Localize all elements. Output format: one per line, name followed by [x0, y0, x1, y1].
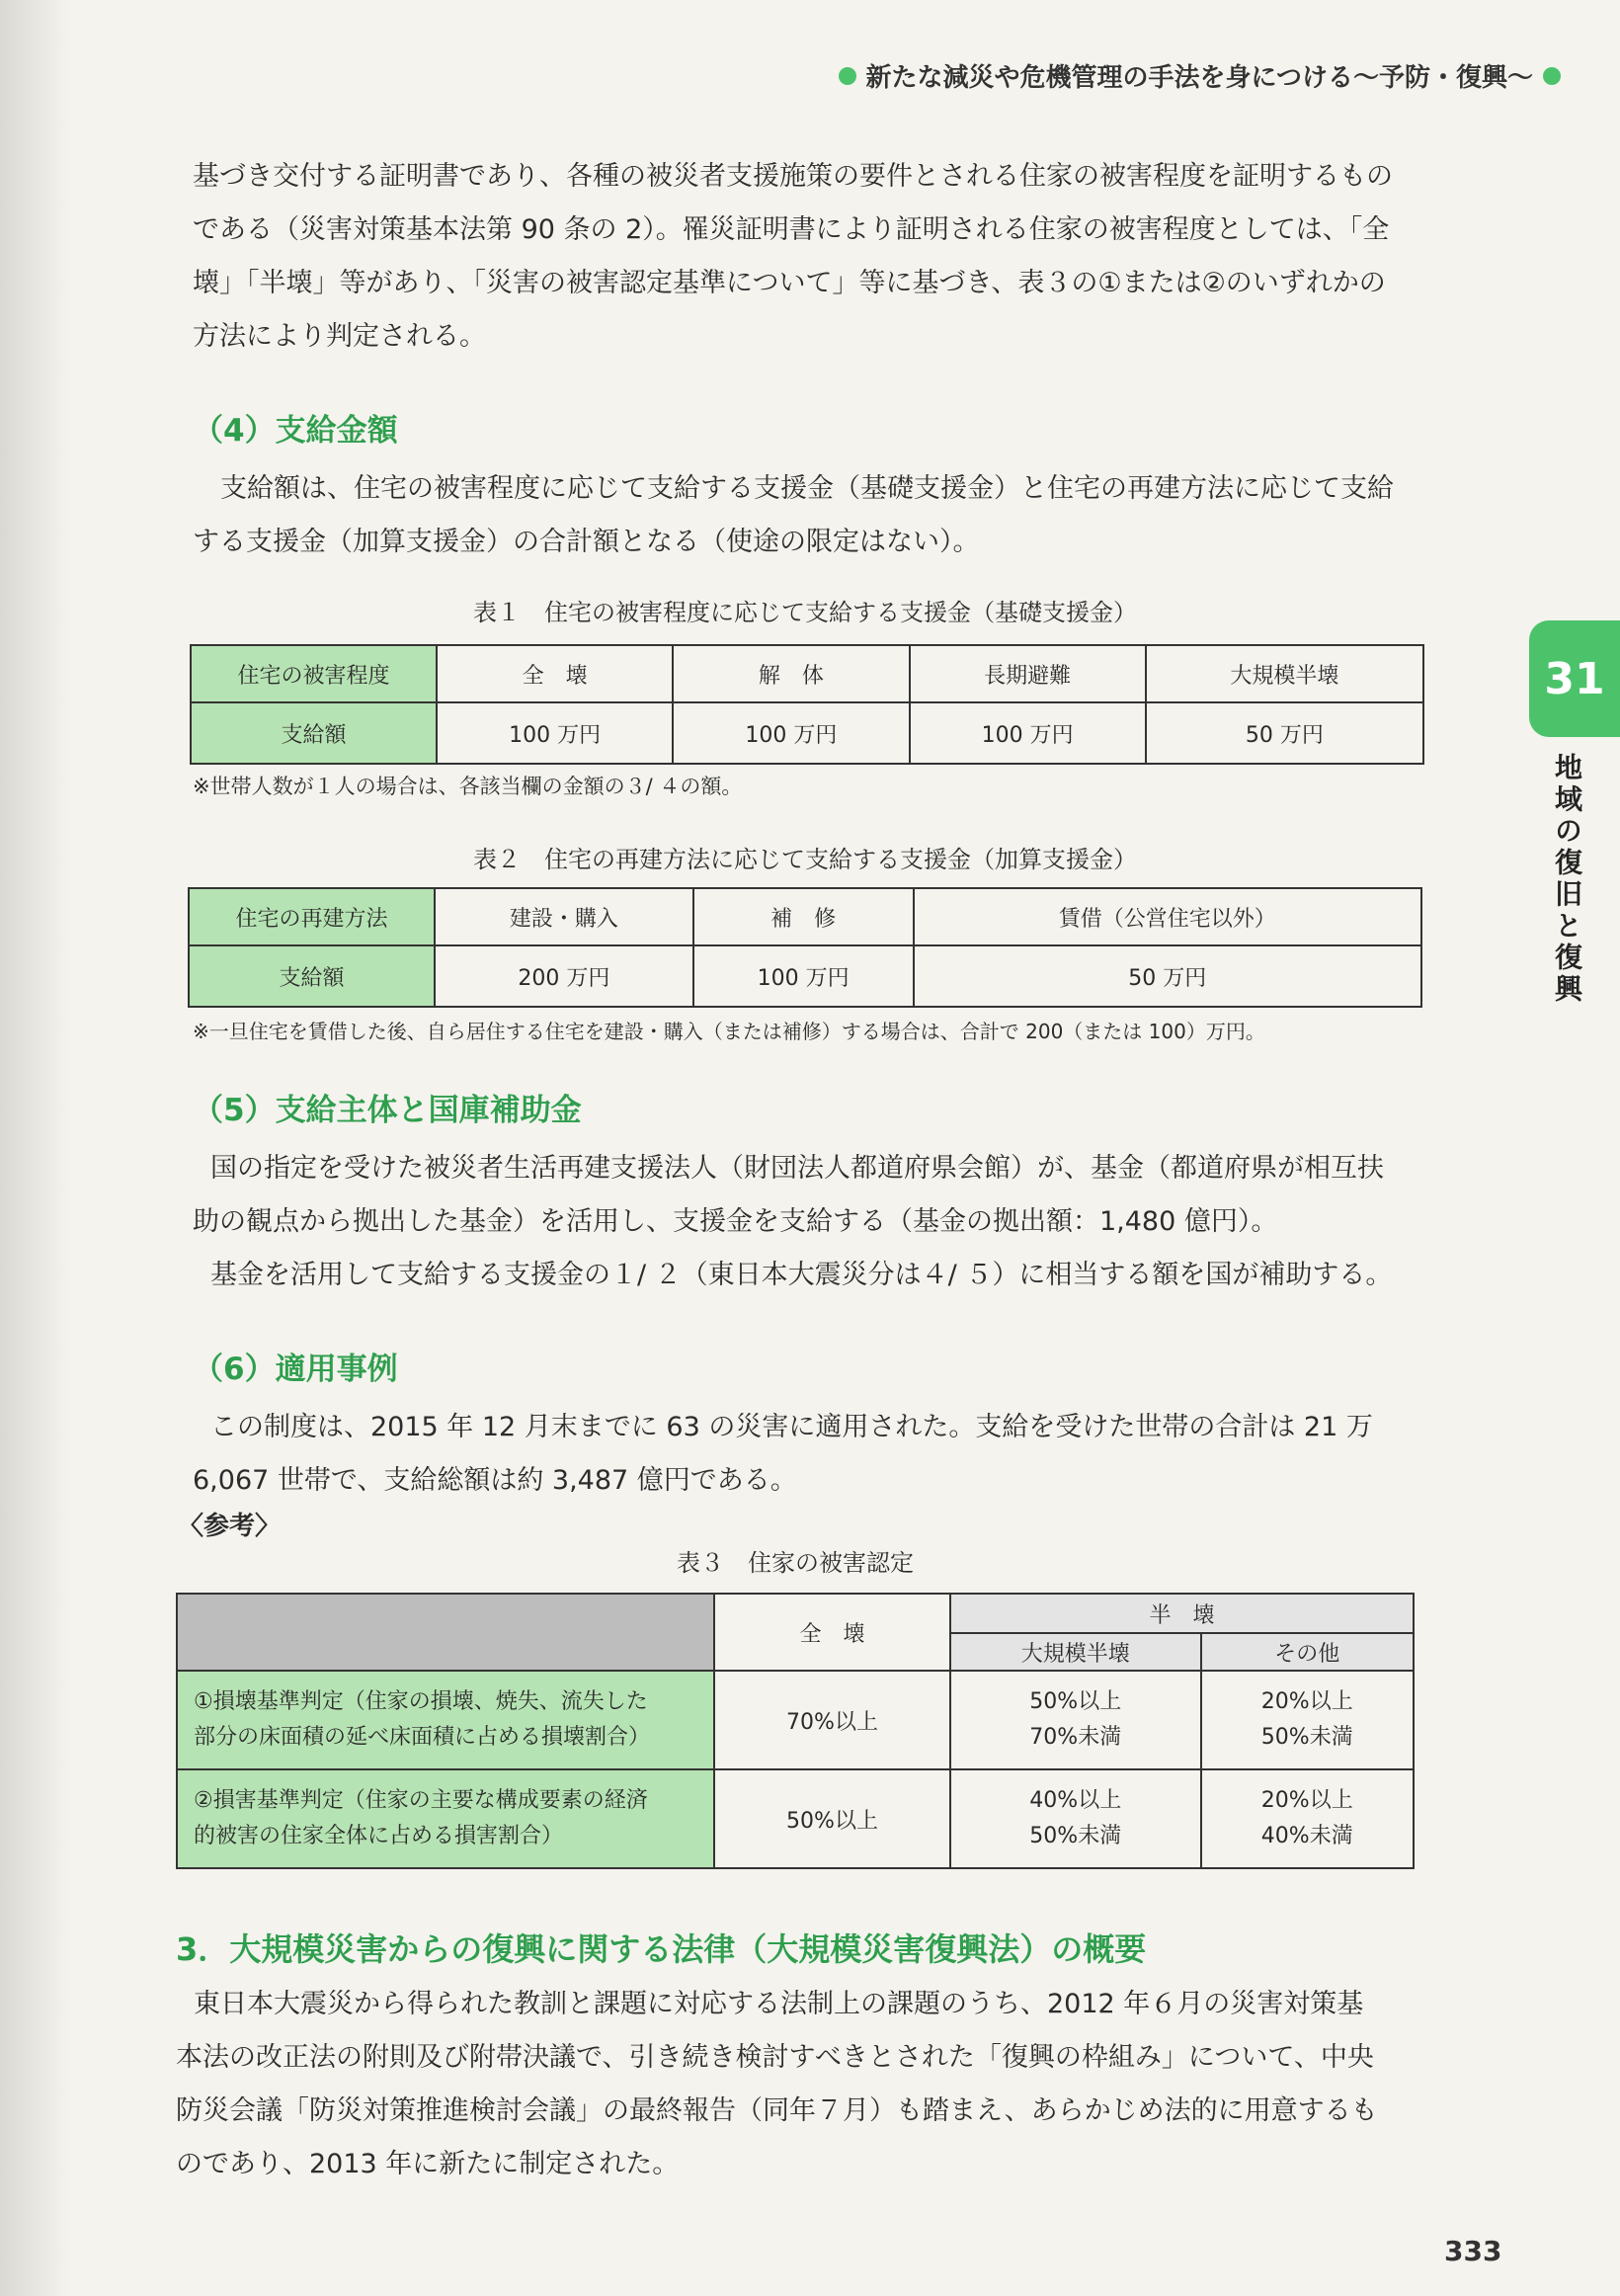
- table-cell: 50 万円: [1146, 702, 1423, 764]
- label-line: ②損害基準判定（住家の主要な構成要素の経済: [194, 1788, 648, 1813]
- table-cell-header: 支給額: [191, 702, 437, 764]
- text-line: 基金を活用して支給する支援金の１/ ２（東日本大震災分は４/ ５）に相当する額を国が補助する。: [210, 1260, 1393, 1290]
- table-3-caption: 表３ 住家の被害認定: [677, 1549, 914, 1577]
- table-row-label: [177, 1769, 714, 1868]
- table-cell: 全 壊: [437, 645, 673, 702]
- section-4-paragraph: [193, 462, 1447, 569]
- table-cell: 100 万円: [437, 702, 673, 764]
- text-line: 本法の改正法の附則及び附帯決議で、引き続き検討すべきとされた「復興の枠組み」について、中央: [176, 2042, 1374, 2073]
- table-1-note: ※世帯人数が１人の場合は、各該当欄の金額の３/ ４の額。: [193, 775, 743, 798]
- table-cell: 大規模半壊: [1146, 645, 1423, 702]
- cell-line: 40%未満: [1260, 1824, 1353, 1848]
- table-cell: 100 万円: [693, 945, 914, 1007]
- table-cell: [1201, 1671, 1414, 1769]
- table-cell-header: 住宅の再建方法: [189, 888, 435, 945]
- section-4-title: （4）支給金額: [193, 413, 398, 449]
- chapter-tab: [1529, 620, 1620, 737]
- table-1: [190, 644, 1424, 765]
- section-3-title: 3．大規模災害からの復興に関する法律（大規模災害復興法）の概要: [176, 1930, 1147, 1968]
- section-5-title: （5）支給主体と国庫補助金: [193, 1093, 582, 1128]
- intro-paragraph: [193, 150, 1447, 364]
- label-line: ①損壊基準判定（住家の損壊、焼失、流失した: [194, 1689, 648, 1714]
- text-line: 基づき交付する証明書であり、各種の被災者支援施策の要件とされる住家の被害程度を証明するもの: [193, 161, 1393, 192]
- table-cell: [950, 1769, 1201, 1868]
- table-2: [188, 887, 1422, 1008]
- bullet-dot-left: [839, 67, 856, 85]
- text-line: 助の観点から拠出した基金）を活用し、支援金を支給する（基金の拠出額：1,480 億円）。: [193, 1206, 1278, 1237]
- text-line: のであり、2013 年に新たに制定された。: [176, 2149, 680, 2179]
- table-2-note: ※一旦住宅を賃借した後、自ら居住する住宅を建設・購入（または補修）する場合は、合計で 200（または 100）万円。: [193, 1020, 1265, 1043]
- table-cell-header: 全 壊: [714, 1594, 950, 1671]
- text-line: する支援金（加算支援金）の合計額となる（使途の限定はない）。: [193, 527, 980, 557]
- table-cell-header: 住宅の被害程度: [191, 645, 437, 702]
- section-5-paragraph: [193, 1142, 1447, 1302]
- table-cell: 200 万円: [435, 945, 693, 1007]
- table-cell-header: 大規模半壊: [950, 1633, 1201, 1671]
- table-cell-header: 半 壊: [950, 1594, 1414, 1633]
- chapter-label: 地域の復旧と復興: [1551, 753, 1583, 1006]
- header-title: 新たな減災や危機管理の手法を身につける～予防・復興～: [865, 63, 1533, 93]
- table-cell: 100 万円: [910, 702, 1146, 764]
- text-line: 6,067 世帯で、支給総額は約 3,487 億円である。: [193, 1465, 797, 1496]
- cell-line: 40%以上: [1029, 1788, 1122, 1813]
- text-line: 壊」「半壊」等があり、「災害の被害認定基準について」等に基づき、表３の①または②のいずれかの: [193, 268, 1386, 298]
- page-number: 333: [1444, 2235, 1502, 2267]
- chapter-number: 31: [1544, 653, 1605, 704]
- table-cell: [1201, 1769, 1414, 1868]
- table-cell: 100 万円: [673, 702, 909, 764]
- table-cell: 50%以上: [714, 1769, 950, 1868]
- table-cell: 賃借（公営住宅以外）: [914, 888, 1421, 945]
- label-line: 部分の床面積の延べ床面積に占める損壊割合）: [194, 1725, 651, 1750]
- table-cell: 70%以上: [714, 1671, 950, 1769]
- table-cell: 解 体: [673, 645, 909, 702]
- cell-line: 50%未満: [1260, 1725, 1353, 1750]
- table-row-label: [177, 1671, 714, 1769]
- table-cell-header: その他: [1201, 1633, 1414, 1671]
- text-line: 国の指定を受けた被災者生活再建支援法人（財団法人都道府県会館）が、基金（都道府県が相互扶: [210, 1153, 1384, 1184]
- table-2-caption: 表２ 住宅の再建方法に応じて支給する支援金（加算支援金）: [473, 846, 1137, 873]
- table-cell: 長期避難: [910, 645, 1146, 702]
- text-line: である（災害対策基本法第 90 条の 2）。罹災証明書により証明される住家の被害程度としては、「全: [193, 214, 1390, 245]
- section-6-title: （6）適用事例: [193, 1352, 398, 1387]
- cell-line: 70%未満: [1029, 1725, 1122, 1750]
- label-line: 的被害の住家全体に占める損害割合）: [194, 1824, 564, 1848]
- cell-line: 50%未満: [1029, 1824, 1122, 1848]
- table-corner-cell: [177, 1594, 714, 1671]
- text-line: この制度は、2015 年 12 月末までに 63 の災害に適用された。支給を受けた世帯の合計は 21 万: [210, 1412, 1373, 1442]
- table-cell-header: 支給額: [189, 945, 435, 1007]
- table-3: [176, 1593, 1415, 1869]
- text-line: 東日本大震災から得られた教訓と課題に対応する法制上の課題のうち、2012 年６月の災害対策基: [194, 1989, 1364, 2019]
- table-cell: 建設・購入: [435, 888, 693, 945]
- bullet-dot-right: [1543, 67, 1561, 85]
- text-line: 支給額は、住宅の被害程度に応じて支給する支援金（基礎支援金）と住宅の再建方法に応じて支給: [220, 473, 1394, 504]
- section-3-paragraph: [176, 1978, 1450, 2191]
- cell-line: 50%以上: [1029, 1689, 1122, 1714]
- reference-label: 〈参考〉: [178, 1512, 282, 1541]
- table-cell: 補 修: [693, 888, 914, 945]
- cell-line: 20%以上: [1260, 1689, 1353, 1714]
- cell-line: 20%以上: [1260, 1788, 1353, 1813]
- page-edge: [0, 0, 69, 2296]
- text-line: 防災会議「防災対策推進検討会議」の最終報告（同年７月）も踏まえ、あらかじめ法的に用意するも: [176, 2095, 1378, 2126]
- text-line: 方法により判定される。: [193, 321, 486, 352]
- table-cell: 50 万円: [914, 945, 1421, 1007]
- running-header: [839, 57, 1561, 94]
- table-1-caption: 表１ 住宅の被害程度に応じて支給する支援金（基礎支援金）: [473, 599, 1137, 626]
- section-6-paragraph: [193, 1401, 1447, 1508]
- table-cell: [950, 1671, 1201, 1769]
